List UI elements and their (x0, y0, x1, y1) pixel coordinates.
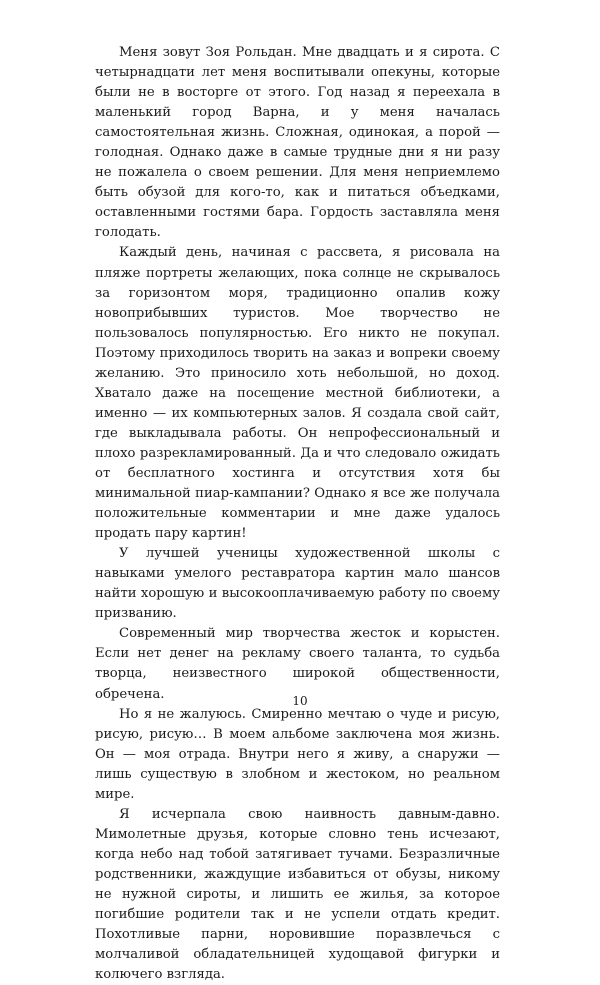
body-text (95, 43, 500, 985)
page-number: 10 (292, 694, 308, 708)
paragraph-1: Меня зовут Зоя Рольдан. Мне двадцать и я сирота. С четырнадцати лет меня воспитывали опекуны, которые были не в восторге от этого. Год назад я переехала в маленький город Варна, и у меня началась самостоятельная жизнь. Сложная, одинокая, а порой — голодная. Однако даже в самые трудные дни я ни разу не пожалела о своем решении. Для меня неприемлемо быть обузой для кого-то, как и питаться объедками, оставленными гостями бара. Гордость заставляла меня голодать. (95, 45, 500, 241)
paragraph-2: Каждый день, начиная с рассвета, я рисовала на пляже портреты желающих, пока солнце не скрывалось за горизонтом моря, традиционно опалив кожу новоприбывших туристов. Мое творчество не пользовалось популярностью. Его никто не покупал. Поэтому приходилось творить на заказ и вопреки своему желанию. Это приносило хоть небольшой, но доход. Хватало даже на посещение местной библиотеки, а именно — их компьютерных залов. Я создала свой сайт, где выкладывала работы. Он непрофессиональный и плохо разрекламированный. Да и что следовало ожидать от бесплатного хостинга и отсутствия хотя бы минимальной пиар-кампании? Однако я все же получала положительные комментарии и мне даже удалось продать пару картин! (95, 245, 500, 542)
paragraph-6: Я исчерпала свою наивность давным-давно. Мимолетные друзья, которые словно тень исчезают, когда небо над тобой затягивает тучами. Безразличные родственники, жаждущие избавиться от обузы, никому не нужной сироты, и лишить ее жилья, за которое погибшие родители так и не успели отдать кредит. Похотливые парни, норовившие поразвлечься с молчаливой обладательницей худощавой фигурки и колючего взгляда. (95, 806, 500, 983)
paragraph-3: У лучшей ученицы художественной школы с навыками умелого реставратора картин мало шансов найти хорошую и высокооплачиваемую работу по своему призванию. (95, 546, 500, 622)
paragraph-5: Но я не жалуюсь. Смиренно мечтаю о чуде и рисую, рисую, рисую… В моем альбоме заключена моя жизнь. Он — моя отрада. Внутри него я живу, а снаружи — лишь существую в злобном и жестоком, но реальном мире. (95, 706, 500, 802)
paragraph-4: Современный мир творчества жесток и корыстен. Если нет денег на рекламу своего таланта, то судьба творца, неизвестного широкой общественности, обречена. (95, 626, 500, 702)
